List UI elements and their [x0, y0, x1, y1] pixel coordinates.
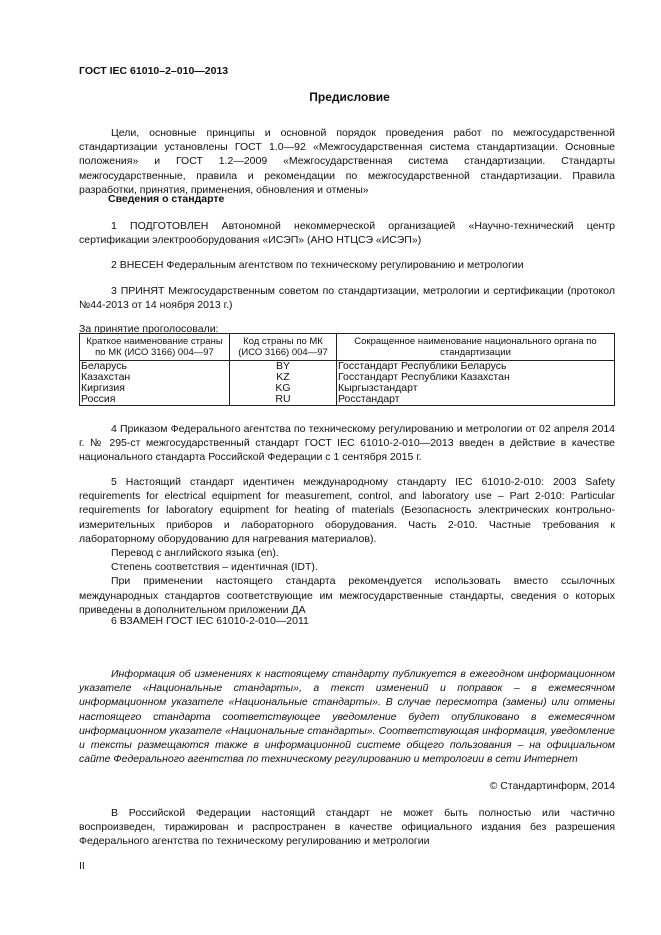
- code-cell: BY: [230, 361, 337, 373]
- rights-block: [79, 806, 615, 849]
- intro-block: [79, 126, 615, 197]
- page-title: Предисловие: [309, 90, 390, 104]
- standard-info-heading: Сведения о стандарте: [108, 193, 225, 205]
- code-cell: KZ: [230, 372, 337, 383]
- item1-block: [79, 219, 615, 247]
- item5-degree: Степень соответствия – идентичная (IDT).: [111, 561, 318, 574]
- code-cell: KG: [230, 383, 337, 394]
- intro-paragraph: Цели, основные принципы и основной порядок проведения работ по межгосударственной стандартизации установлены ГОСТ 1.0—92 «Межгосударственная система стандартизации. Основные положения» и ГОСТ 1.2—2009 «Межгосударственная система стандартизации. Стандарты межгосударственные, правила и рекомендации по межгосударственной стандартизации. Правила разработки, принятия, применения, обновления и отмены»: [79, 127, 615, 196]
- item5-translation: Перевод с английского языка (en).: [111, 547, 279, 560]
- item6-paragraph: 6 ВЗАМЕН ГОСТ IEC 61010-2-010—2011: [111, 615, 309, 627]
- country-cell: Казахстан: [80, 372, 230, 383]
- info-paragraph: Информация об изменениях к настоящему стандарту публикуется в ежегодном информационном указателе «Национальные стандарты», а текст изменений и поправок – в ежемесячном информационном указателе «Национальные стандарты». В случае пересмотра (замены) или отмены настоящего стандарта соответствующее уведомление будет опубликовано в ежемесячном информационном указателе «Национальные стандарты». Соответствующая информация, уведомление и тексты размещаются также в информационной системе общего пользования – на официальном сайте Федерального агентства по техническому регулированию и метрологии в сети Интернет: [79, 668, 615, 766]
- table-caption: За принятие проголосовали:: [79, 323, 219, 335]
- agency-cell: Госстандарт Республики Казахстан: [337, 372, 615, 383]
- item4-block: [79, 422, 615, 465]
- agency-cell: Госстандарт Республики Беларусь: [337, 361, 615, 373]
- item3-block: [79, 284, 615, 312]
- item5-paragraph: 5 Настоящий стандарт идентичен международному стандарту IEC 61010-2-010: 2003 Safety requirements for electrical equipment for measurement, control, and laboratory use – Part 2-010: Particular requirements for laboratory equipment for heating of materials (Безопасность электрических контрольно-измерительных приборов и лабораторного оборудования. Часть 2-010. Частные требования к лабораторному оборудованию для нагревания материалов).: [79, 476, 615, 545]
- agency-cell: Кыргызстандарт: [337, 383, 615, 394]
- item3-paragraph: 3 ПРИНЯТ Межгосударственным советом по стандартизации, метрологии и сертификации (протокол №44-2013 от 14 ноября 2013 г.): [79, 285, 615, 312]
- rights-paragraph: В Российской Федерации настоящий стандарт не может быть полностью или частично воспроизведен, тиражирован и распространен в качестве официального издания без разрешения Федерального агентства по техническому регулированию и метрологии: [79, 807, 615, 848]
- item2-block: [79, 258, 615, 272]
- item2-paragraph: 2 ВНЕСЕН Федеральным агентством по техническому регулированию и метрологии: [111, 259, 524, 271]
- table-row: [80, 394, 615, 406]
- item4-paragraph: 4 Приказом Федерального агентства по техническому регулированию и метрологии от 02 апреля 2014 г. № 295-ст межгосударственный стандарт ГОСТ IEC 61010-2-010—2013 введен в действие в качестве национального стандарта Российской Федерации с 1 сентября 2015 г.: [79, 423, 615, 464]
- country-cell: Киргизия: [80, 383, 230, 394]
- country-cell: Россия: [80, 394, 230, 406]
- voting-table: [79, 333, 615, 406]
- document-header: ГОСТ IEC 61010–2–010—2013: [79, 65, 229, 77]
- col-header-agency: Сокращенное наименование национального органа по стандартизации: [337, 334, 615, 361]
- code-cell: RU: [230, 394, 337, 406]
- agency-cell: Росстандарт: [337, 394, 615, 406]
- copyright: © Стандартинформ, 2014: [489, 780, 615, 792]
- page-number: II: [79, 860, 85, 872]
- item5-note: При применении настоящего стандарта рекомендуется использовать вместо ссылочных международных стандартов соответствующие им межгосударственные стандарты, сведения о которых приведены в дополнительном приложении ДА: [79, 575, 615, 616]
- info-block: [79, 667, 615, 766]
- item1-paragraph: 1 ПОДГОТОВЛЕН Автономной некоммерческой организацией «Научно-технический центр сертификации электрооборудования «ИСЭП» (АНО НТЦСЭ «ИСЭП»): [79, 220, 615, 247]
- col-header-country: Краткое наименование страны по МК (ИСО 3166) 004—97: [80, 334, 230, 361]
- item5-block: [79, 475, 615, 617]
- item6-block: [79, 614, 615, 628]
- col-header-code: Код страны по МК (ИСО 3166) 004—97: [230, 334, 337, 361]
- country-cell: Беларусь: [80, 361, 230, 373]
- table-header-row: [80, 334, 615, 361]
